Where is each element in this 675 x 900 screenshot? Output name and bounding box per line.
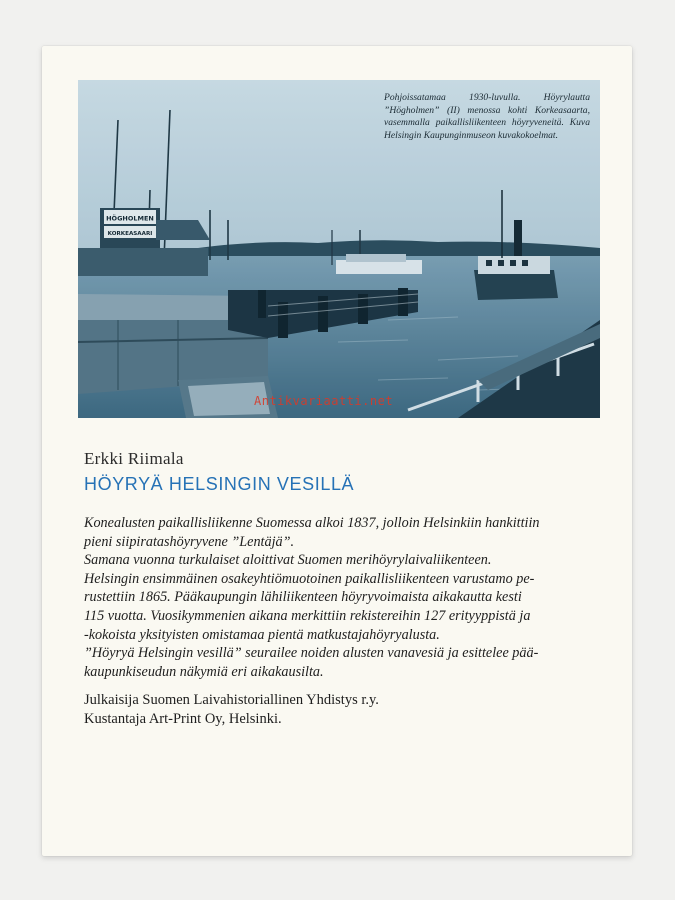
blurb-line: 115 vuotta. Vuosikymmenien aikana merkittiin rekistereihin 127 erityyppistä ja [84, 607, 531, 624]
publisher-line: Julkaisija Suomen Laivahistoriallinen Yhdistys r.y. [84, 692, 379, 708]
blurb-line: pieni siipiratashöyryvene ”Lentäjä”. [84, 533, 295, 550]
publisher-info [84, 691, 379, 729]
harbor-photo [78, 80, 600, 418]
publisher-line: Kustantaja Art-Print Oy, Helsinki. [84, 711, 282, 727]
watermark-text: Antikvariaatti.net [254, 394, 394, 408]
kiosk-sign-bottom: KORKEASAARI [107, 231, 153, 237]
blurb-line: Samana vuonna turkulaiset aloittivat Suomen merihöyrylaivaliikenteen. [84, 552, 492, 569]
blurb-line: rustettiin 1865. Pääkaupungin lähiliikenteen höyryvoimaista aikakautta kesti [84, 589, 522, 606]
kiosk-sign-top: HÖGHOLMEN [106, 214, 154, 223]
blurb-line: ”Höyryä Helsingin vesillä” seurailee noiden alusten vanavesiä ja esittelee pää- [84, 645, 539, 662]
blurb-text [84, 514, 604, 681]
blurb-line: Konealusten paikallisliikenne Suomessa alkoi 1837, jolloin Helsinkiin hankittiin [84, 515, 540, 531]
book-title: HÖYRYÄ HELSINGIN VESILLÄ [84, 474, 355, 494]
blurb-line: kaupunkiseudun näkymiä eri aikakausilta. [84, 663, 324, 680]
photo-caption: Pohjoissatamaa 1930-luvulla. Höyrylautta ”Högholmen” (II) menossa kohti Korkeasaarta, vasemmalla paikallisliikenteen höyryveneitä. Kuva Helsingin Kaupunginmuseon kuvakokoelmat. [384, 92, 590, 141]
book-back-cover [42, 46, 632, 856]
blurb-line: -kokoista yksityisten omistamaa pientä matkustajahöyryalusta. [84, 626, 440, 643]
blurb-line: Helsingin ensimmäinen osakeyhtiömuotoinen paikallisliikenteen varustamo pe- [84, 570, 535, 587]
author-name: Erkki Riimala [84, 449, 184, 468]
